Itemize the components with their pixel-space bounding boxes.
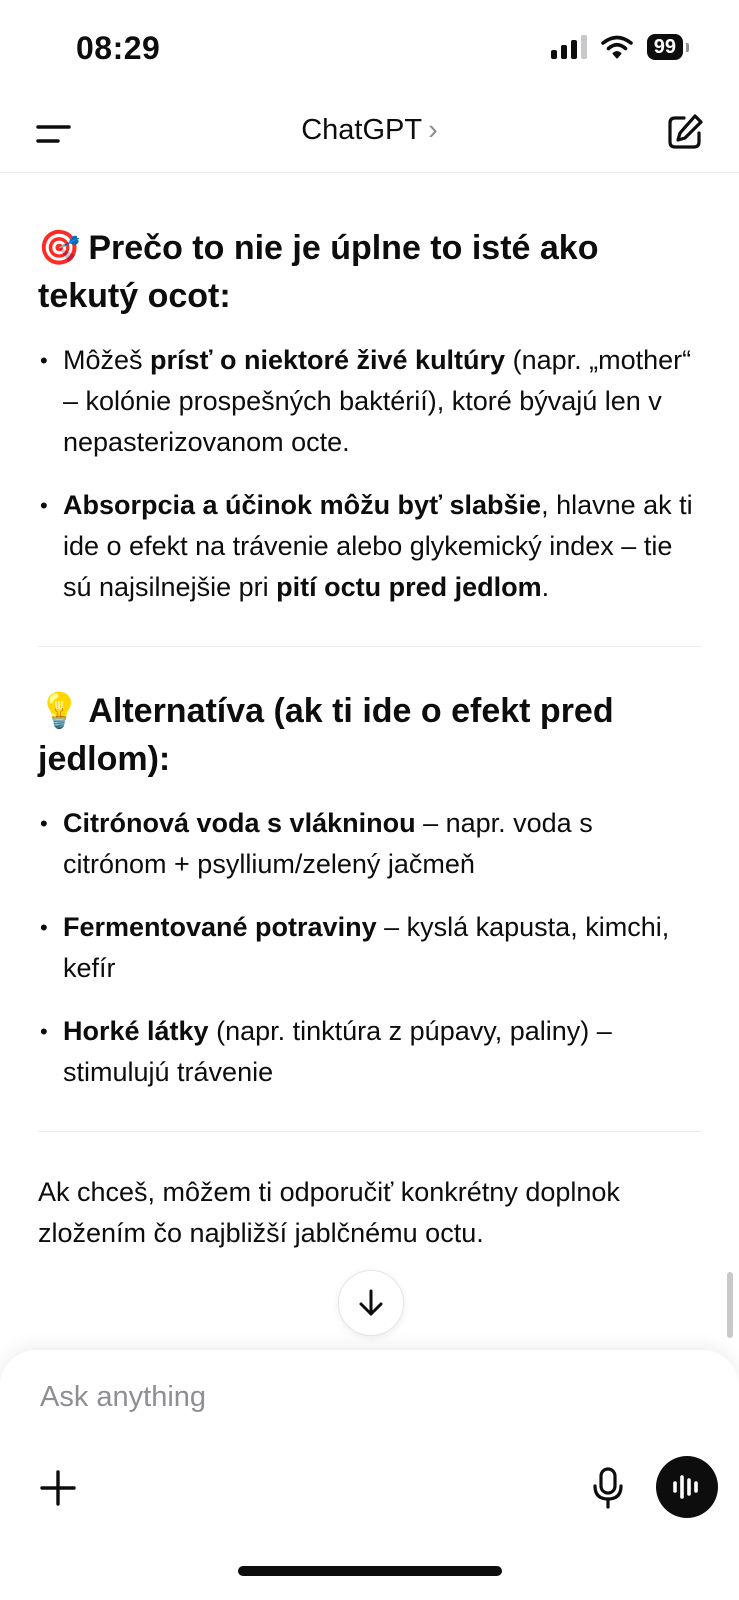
bullet-list (38, 340, 702, 608)
section-alternative (38, 687, 702, 1093)
home-indicator[interactable] (238, 1566, 502, 1576)
status-bar (0, 0, 739, 96)
chevron-right-icon: › (428, 114, 438, 146)
status-time: 08:29 (76, 30, 161, 66)
page-title: ChatGPT (301, 114, 423, 146)
bullet-list (38, 803, 702, 1093)
section-heading: 🎯 Prečo to nie je úplne to isté ako tekutý ocot: (38, 229, 599, 315)
lightbulb-icon: 💡 (38, 692, 81, 730)
plus-icon[interactable] (38, 1468, 78, 1508)
list-item: • Môžeš prísť o niektoré živé kultúry (napr. „mother“ – kolónie prospešných baktérií), ktoré bývajú len v nepasterizovanom octe. (38, 340, 702, 463)
closing-paragraph: Ak chceš, môžem ti odporučiť konkrétny doplnok zložením čo najbližší jablčnému octu. (38, 1177, 620, 1248)
list-item: • Citrónová voda s vlákninou – napr. voda s citrónom + psyllium/zelený jačmeň (38, 803, 702, 885)
assistant-message (38, 190, 702, 1254)
model-selector[interactable] (0, 114, 739, 147)
compose-icon[interactable] (665, 112, 705, 152)
section-heading: 💡 Alternatíva (ak ti ide o efekt pred jedlom): (38, 692, 614, 778)
cellular-signal-icon (551, 35, 587, 59)
list-item: • Horké látky (napr. tinktúra z púpavy, paliny) – stimulujú trávenie (38, 1011, 702, 1093)
ask-input[interactable] (38, 1380, 662, 1415)
target-icon: 🎯 (38, 229, 81, 267)
divider (38, 1131, 702, 1132)
divider (38, 646, 702, 647)
scrollbar[interactable] (727, 1272, 733, 1338)
battery-icon (647, 34, 689, 60)
status-icons (551, 34, 689, 60)
arrow-down-icon (358, 1288, 384, 1318)
section-why-not-same (38, 224, 702, 608)
voice-mode-button[interactable] (656, 1456, 718, 1518)
voice-waveform-icon (670, 1472, 704, 1502)
composer (0, 1350, 739, 1600)
scroll-to-bottom-button[interactable] (338, 1270, 404, 1336)
list-item: • Fermentované potraviny – kyslá kapusta, kimchi, kefír (38, 907, 702, 989)
microphone-icon[interactable] (588, 1466, 628, 1510)
wifi-icon (601, 35, 633, 59)
list-item: • Absorpcia a účinok môžu byť slabšie, hlavne ak ti ide o efekt na trávenie alebo glykemický index – tie sú najsilnejšie pri pití octu pred jedlom. (38, 485, 702, 608)
nav-header (0, 96, 739, 173)
battery-level: 99 (647, 34, 683, 60)
